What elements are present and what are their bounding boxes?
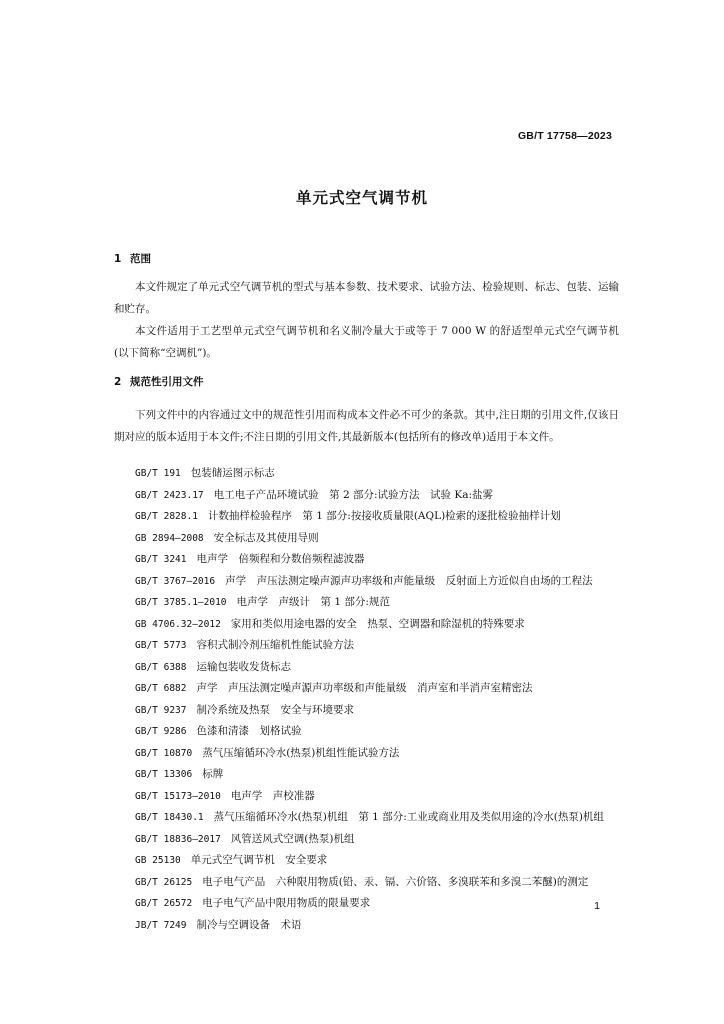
reference-code: GB/T 26572 [135, 898, 193, 909]
reference-item [114, 614, 619, 636]
reference-title: 电声学 倍频程和分数倍频程滤波器 [196, 553, 365, 565]
reference-item [114, 721, 619, 743]
reference-item [114, 592, 619, 614]
references-intro-paragraph: 下列文件中的内容通过文中的规范性引用而构成本文件必不可少的条款。其中,注日期的引用文件,仅该日期对应的版本适用于本文件;不注日期的引用文件,其最新版本(包括所有的修改单)适用于本文件。 [114, 409, 619, 443]
reference-title: 电声学 声校准器 [230, 789, 315, 802]
reference-item [114, 485, 619, 507]
reference-code: GB/T 3785.1—2010 [135, 597, 227, 608]
reference-item [114, 700, 619, 722]
reference-code: GB/T 3767—2016 [135, 575, 216, 587]
reference-code: JB/T 7249 [135, 919, 187, 931]
reference-item [114, 850, 619, 872]
reference-title: 包装储运图示标志 [190, 467, 275, 479]
section-heading-normative-references [114, 374, 204, 389]
reference-title: 单元式空气调节机 安全要求 [190, 854, 328, 866]
reference-item [114, 872, 619, 894]
reference-item [114, 764, 619, 786]
reference-item [114, 743, 619, 765]
reference-title: 计数抽样检验程序 第 1 部分:按接收质量限(AQL)检索的逐批检验抽样计划 [207, 510, 561, 522]
reference-item [114, 571, 619, 593]
reference-title: 电声学 声级计 第 1 部分:规范 [236, 596, 390, 608]
section-heading-scope [114, 251, 151, 266]
reference-code: GB/T 10870 [135, 747, 193, 759]
reference-title: 制冷与空调设备 术语 [196, 918, 302, 931]
reference-code: GB/T 2828.1 [135, 511, 198, 522]
reference-code: GB/T 9286 [135, 726, 187, 737]
reference-code: GB/T 18430.1 [135, 812, 204, 823]
reference-code: GB 2894—2008 [135, 532, 204, 544]
section-number: 2 [114, 376, 122, 388]
reference-item [114, 678, 619, 700]
reference-item [114, 829, 619, 851]
reference-item [114, 463, 619, 485]
reference-code: GB/T 15173—2010 [135, 790, 221, 802]
reference-item [114, 635, 619, 657]
reference-code: GB/T 9237 [135, 704, 187, 716]
reference-title: 蒸气压缩循环冷水(热泵)机组 第 1 部分:工业或商业用及类似用途的冷水(热泵)机组 [213, 811, 604, 823]
reference-title: 蒸气压缩循环冷水(热泵)机组性能试验方法 [202, 746, 400, 759]
section-number: 1 [114, 253, 122, 265]
reference-item [114, 657, 619, 679]
reference-code: GB/T 3241 [135, 554, 187, 565]
reference-code: GB/T 6882 [135, 683, 187, 694]
reference-title: 安全标志及其使用导则 [213, 531, 319, 544]
reference-title: 标牌 [202, 768, 224, 780]
reference-code: GB/T 2423.17 [135, 489, 204, 501]
reference-item [114, 528, 619, 550]
page-number: 1 [594, 900, 600, 912]
reference-title: 声学 声压法测定噪声源声功率级和声能量级 消声室和半消声室精密法 [196, 682, 533, 694]
reference-code: GB/T 191 [135, 468, 181, 479]
reference-item [114, 807, 619, 829]
scope-paragraph-2: 本文件适用于工艺型单元式空气调节机和名义制冷量大于或等于 7 000 W 的舒适型单元式空气调节机(以下简称“空调机”)。 [114, 325, 619, 359]
section-title: 规范性引用文件 [130, 376, 204, 388]
section-title: 范围 [130, 253, 151, 265]
reference-item [114, 506, 619, 528]
reference-code: GB 25130 [135, 855, 181, 866]
reference-code: GB/T 6388 [135, 661, 187, 673]
reference-title: 容积式制冷剂压缩机性能试验方法 [196, 639, 354, 651]
reference-title: 电子电气产品中限用物质的限量要求 [202, 897, 371, 909]
reference-title: 制冷系统及热泵 安全与环境要求 [196, 703, 354, 716]
reference-code: GB 4706.32—2012 [135, 618, 221, 630]
standard-code: GB/T 17758—2023 [517, 130, 612, 142]
reference-code: GB/T 26125 [135, 876, 193, 888]
scope-paragraph-1: 本文件规定了单元式空气调节机的型式与基本参数、技术要求、试验方法、检验规则、标志、包装、运输和贮存。 [114, 281, 619, 315]
reference-title: 电工电子产品环境试验 第 2 部分:试验方法 试验 Ka:盐雾 [213, 488, 494, 501]
reference-title: 电子电气产品 六种限用物质(铅、汞、镉、六价铬、多溴联苯和多溴二苯醚)的测定 [202, 875, 589, 888]
reference-title: 运输包装收发货标志 [196, 660, 291, 673]
reference-item [114, 786, 619, 808]
reference-title: 色漆和清漆 划格试验 [196, 725, 302, 737]
reference-code: GB/T 13306 [135, 769, 193, 780]
reference-title: 声学 声压法测定噪声源声功率级和声能量级 反射面上方近似自由场的工程法 [225, 574, 593, 587]
reference-item [114, 549, 619, 571]
reference-item [114, 893, 619, 915]
reference-item [114, 915, 619, 937]
reference-list [114, 463, 619, 936]
reference-title: 家用和类似用途电器的安全 热泵、空调器和除湿机的特殊要求 [230, 617, 525, 630]
reference-code: GB/T 18836—2017 [135, 833, 221, 845]
reference-title: 风管送风式空调(热泵)机组 [230, 832, 355, 845]
reference-code: GB/T 5773 [135, 640, 187, 651]
document-title: 单元式空气调节机 [295, 189, 428, 207]
